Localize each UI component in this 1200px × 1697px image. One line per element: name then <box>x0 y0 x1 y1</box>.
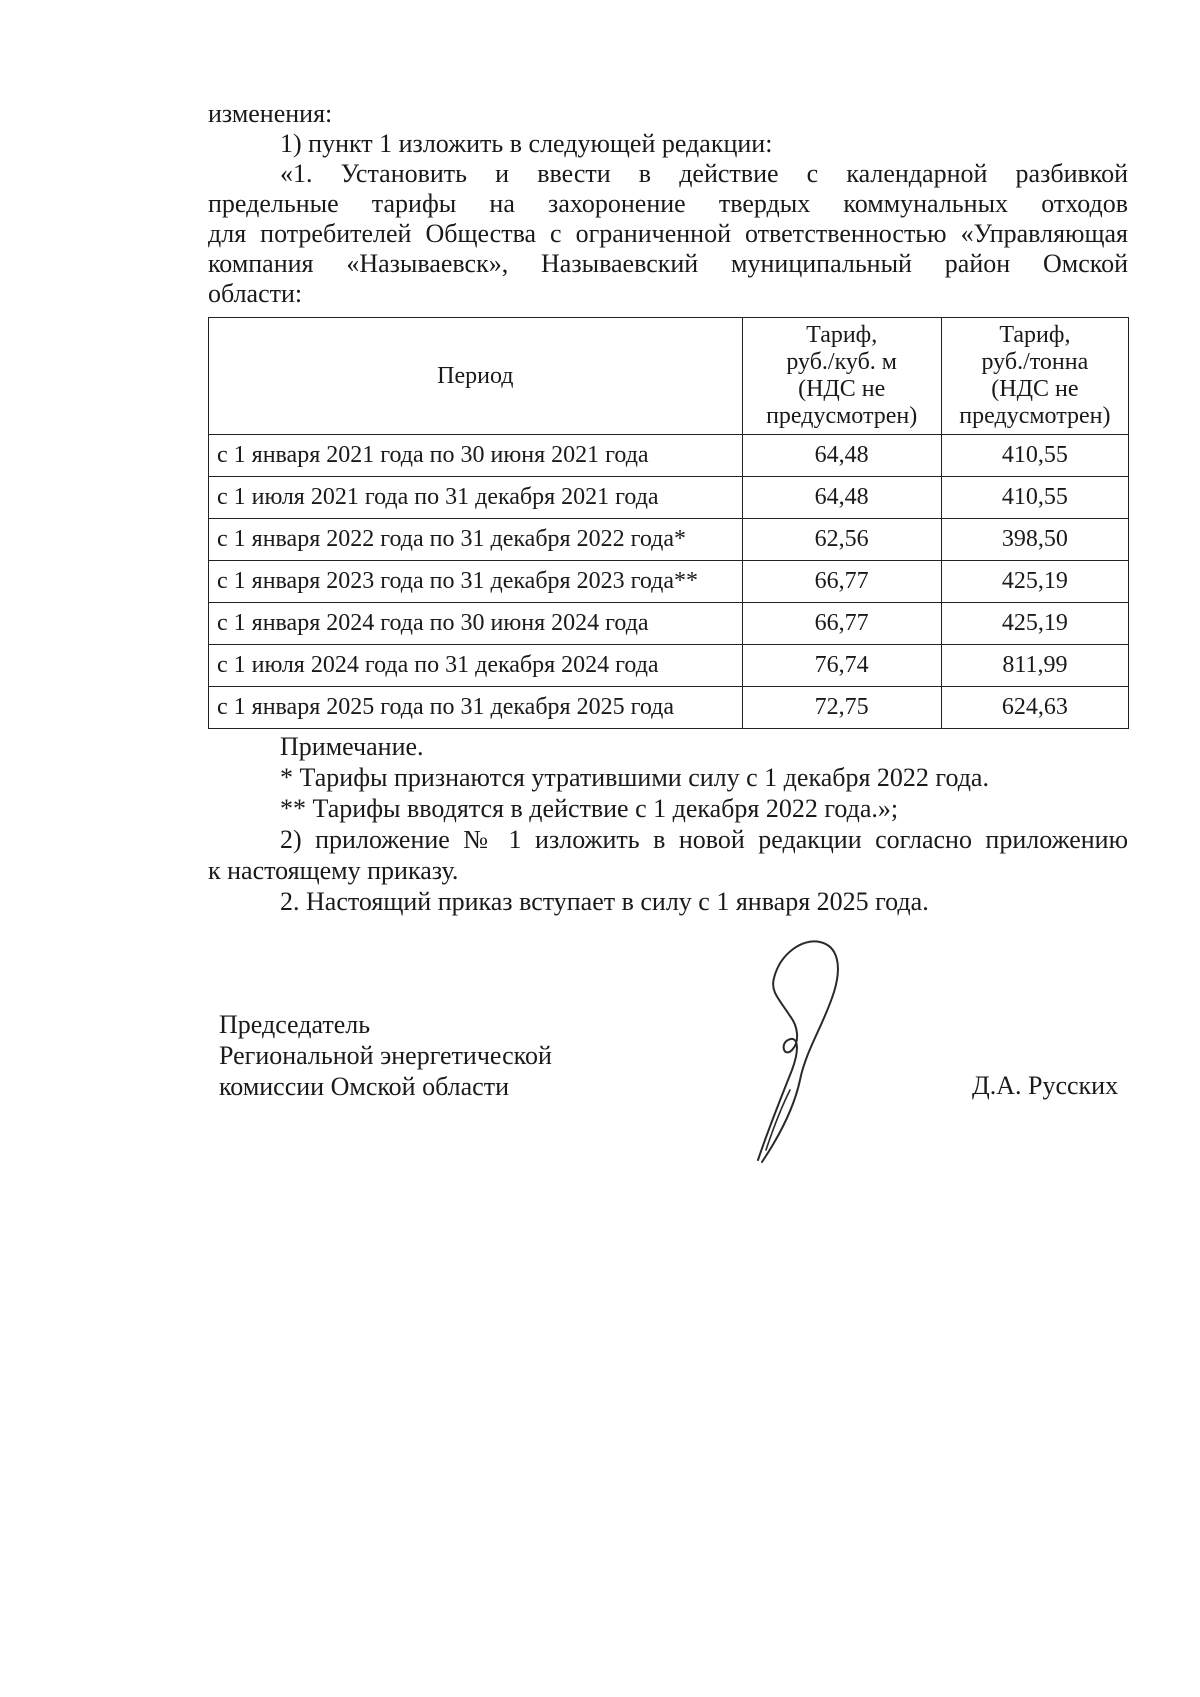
signatory-name: Д.А. Русских <box>972 1071 1119 1100</box>
intro-line-1: изменения: <box>208 99 333 128</box>
cell-tariff-ton: 398,50 <box>941 519 1128 561</box>
table-row <box>209 603 1129 645</box>
header-m3-line: руб./куб. м <box>786 349 897 375</box>
header-tariff-m3 <box>742 318 941 435</box>
header-t-line: предусмотрен) <box>959 403 1111 429</box>
cell-period: с 1 января 2023 года по 31 декабря 2023 года** <box>209 561 743 603</box>
intro-line-2: 1) пункт 1 изложить в следующей редакции: <box>280 129 773 158</box>
cell-tariff-ton: 410,55 <box>941 477 1128 519</box>
table-row <box>209 645 1129 687</box>
header-t-line: (НДС не <box>991 376 1079 402</box>
cell-tariff-m3: 64,48 <box>742 477 941 519</box>
cell-tariff-ton: 811,99 <box>941 645 1128 687</box>
header-m3-line: Тариф, <box>806 322 878 348</box>
cell-period: с 1 января 2025 года по 31 декабря 2025 года <box>209 687 743 729</box>
cell-period: с 1 января 2022 года по 31 декабря 2022 года* <box>209 519 743 561</box>
paragraph-line-2: предельные тарифы на захоронение твердых коммунальных отходов <box>208 189 1128 218</box>
paragraph-line-5: области: <box>208 279 303 308</box>
cell-period: с 1 января 2021 года по 30 июня 2021 года <box>209 435 743 477</box>
cell-tariff-m3: 72,75 <box>742 687 941 729</box>
table-row <box>209 561 1129 603</box>
header-t-line: Тариф, <box>999 322 1071 348</box>
cell-tariff-ton: 410,55 <box>941 435 1128 477</box>
cell-tariff-m3: 66,77 <box>742 603 941 645</box>
cell-tariff-ton: 425,19 <box>941 561 1128 603</box>
position-line: комиссии Омской области <box>219 1072 509 1101</box>
header-t-line: руб./тонна <box>981 349 1089 375</box>
table-row <box>209 687 1129 729</box>
table-row <box>209 477 1129 519</box>
cell-tariff-ton: 425,19 <box>941 603 1128 645</box>
note-2: ** Тарифы вводятся в действие с 1 декабря 2022 года.»; <box>280 794 899 823</box>
clause-2: 2. Настоящий приказ вступает в силу с 1 января 2025 года. <box>280 887 929 916</box>
cell-period: с 1 января 2024 года по 30 июня 2024 года <box>209 603 743 645</box>
cell-tariff-m3: 66,77 <box>742 561 941 603</box>
intro-text <box>208 99 1128 309</box>
item-2-line-1: 2) приложение № 1 изложить в новой редакции согласно приложению <box>280 825 1128 854</box>
note-1: * Тарифы признаются утратившими силу с 1 декабря 2022 года. <box>280 763 989 792</box>
signatory-position <box>219 1009 552 1102</box>
notes-block <box>208 731 1128 917</box>
header-tariff-ton <box>941 318 1128 435</box>
paragraph-line-4: компания «Называевск», Называевский муниципальный район Омской <box>208 249 1128 278</box>
position-line: Председатель <box>219 1010 371 1039</box>
cell-period: с 1 июля 2021 года по 31 декабря 2021 года <box>209 477 743 519</box>
cell-tariff-ton: 624,63 <box>941 687 1128 729</box>
paragraph-line-1: «1. Установить и ввести в действие с календарной разбивкой <box>280 159 1128 188</box>
table-row <box>209 519 1129 561</box>
notes-title: Примечание. <box>280 732 424 761</box>
tariff-table <box>208 317 1129 729</box>
handwritten-signature <box>740 930 880 1170</box>
cell-tariff-m3: 76,74 <box>742 645 941 687</box>
table-row <box>209 435 1129 477</box>
header-m3-line: предусмотрен) <box>766 403 918 429</box>
paragraph-line-3: для потребителей Общества с ограниченной ответственностью «Управляющая <box>208 219 1128 248</box>
position-line: Региональной энергетической <box>219 1041 552 1070</box>
header-period: Период <box>209 318 743 435</box>
item-2-line-2: к настоящему приказу. <box>208 856 459 885</box>
cell-tariff-m3: 62,56 <box>742 519 941 561</box>
header-m3-line: (НДС не <box>798 376 886 402</box>
table-header-row <box>209 318 1129 435</box>
cell-period: с 1 июля 2024 года по 31 декабря 2024 года <box>209 645 743 687</box>
cell-tariff-m3: 64,48 <box>742 435 941 477</box>
